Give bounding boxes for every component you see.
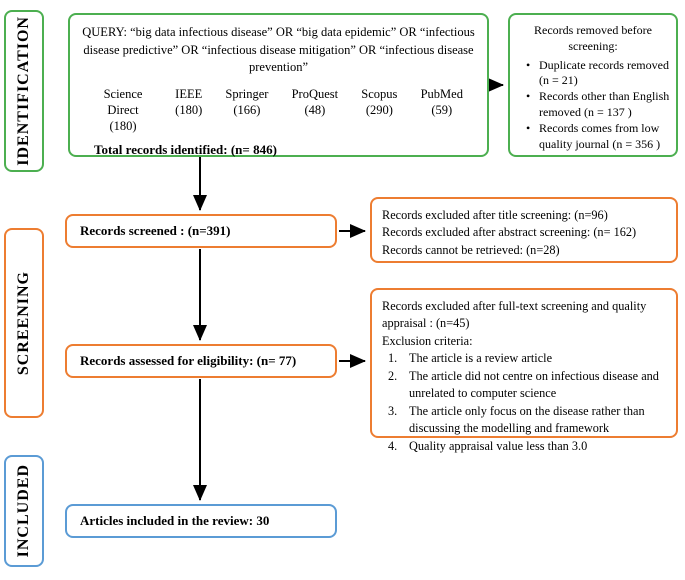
exclusion-criteria-list — [382, 350, 668, 455]
database-springer — [225, 86, 268, 135]
database-count: (166) — [233, 102, 261, 117]
fulltext-excluded-box — [370, 288, 678, 453]
database-ieee — [175, 86, 202, 135]
articles-included-label: Articles included in the review: 30 — [80, 513, 270, 528]
database-count: (290) — [365, 102, 393, 117]
list-item: The article did not centre on infectious disease and unrelated to computer science — [409, 368, 659, 401]
phase-label-screening-text: SCREENING — [15, 270, 32, 376]
excluded-line: Records excluded after title screening: (n=96) — [382, 208, 608, 222]
list-item: • Records other than English removed (n = 137 ) — [524, 89, 670, 121]
records-screened-box — [65, 214, 337, 248]
database-name: IEEE — [175, 86, 203, 101]
records-removed-title: Records removed before screening: — [534, 23, 652, 53]
total-records-identified: Total records identified: (n= 846) — [94, 142, 277, 158]
list-item: Quality appraisal value less than 3.0 — [409, 438, 588, 453]
database-name: ProQuest — [291, 86, 339, 101]
phase-label-identification-text: IDENTIFICATION — [15, 16, 32, 166]
database-count: (180) — [175, 102, 203, 117]
records-removed-list — [516, 58, 670, 153]
database-proquest — [292, 86, 339, 135]
database-sciencedirect — [94, 86, 152, 135]
excluded-line: Records excluded after abstract screening: (n= 162) — [382, 225, 637, 240]
query-text: QUERY: “big data infectious disease” OR “big data epidemic” OR “infectious disease predictive” OR “infectious disease mitigation” OR “infectious disease prevention” — [82, 25, 475, 74]
database-count: (48) — [304, 102, 326, 117]
records-removed-box — [508, 13, 678, 157]
list-item: • Duplicate records removed (n = 21) — [524, 58, 670, 90]
title-screening-excluded-box — [370, 197, 678, 263]
database-counts-row — [80, 86, 477, 135]
database-count: (59) — [431, 102, 453, 117]
database-name: Science Direct — [103, 86, 143, 117]
list-item: The article only focus on the disease rather than discussing the modelling and framework — [409, 403, 645, 436]
database-pubmed — [421, 86, 463, 135]
list-item: • Records comes from low quality journal (n = 356 ) — [524, 121, 670, 153]
exclusion-criteria-label: Exclusion criteria: — [382, 333, 473, 348]
phase-label-included — [4, 455, 44, 567]
database-name: Scopus — [361, 86, 398, 101]
phase-label-identification — [4, 10, 44, 172]
phase-label-included-text: INCLUDED — [15, 464, 32, 558]
excluded-line: Records cannot be retrieved: (n=28) — [382, 242, 560, 257]
phase-label-screening — [4, 228, 44, 418]
records-assessed-label: Records assessed for eligibility: (n= 77) — [80, 353, 297, 368]
fulltext-excluded-intro: Records excluded after full-text screening and quality appraisal : (n=45) — [382, 299, 647, 331]
database-name: Springer — [225, 86, 269, 101]
records-assessed-box — [65, 344, 337, 378]
articles-included-box — [65, 504, 337, 538]
records-screened-label: Records screened : (n=391) — [80, 223, 231, 238]
list-item: The article is a review article — [409, 351, 553, 366]
database-name: PubMed — [420, 86, 463, 101]
query-box — [68, 13, 489, 157]
database-count: (180) — [109, 119, 137, 133]
database-scopus — [361, 86, 397, 135]
